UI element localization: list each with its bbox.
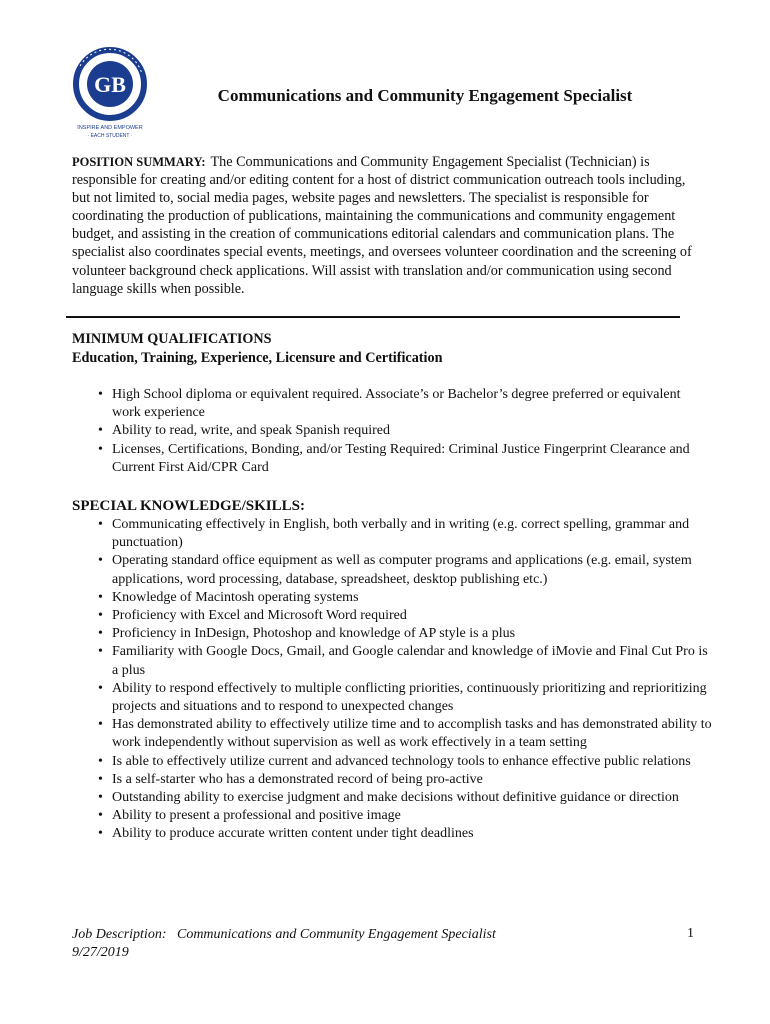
list-item: • Familiarity with Google Docs, Gmail, and Google calendar and knowledge of iMovie and Final Cut Pro is a plus [112,643,712,679]
document-title: Communications and Community Engagement Specialist [217,86,633,105]
list-item: • Communicating effectively in English, both verbally and in writing (e.g. correct spelling, grammar and punctuation) [112,516,712,552]
list-item: • Ability to present a professional and positive image [112,807,712,825]
list-item: • Licenses, Certifications, Bonding, and/or Testing Required: Criminal Justice Fingerprint Clearance and Current First Aid/CPR Card [112,441,712,477]
list-item: • Ability to respond effectively to multiple conflicting priorities, continuously prioritizing and reprioritizing projects and situations and to respond to unexpected changes [112,680,712,716]
list-item: • Proficiency with Excel and Microsoft Word required [112,607,712,625]
footer-title: Communications and Community Engagement Specialist [176,927,496,942]
footer-date: 9/27/2019 [72,945,129,960]
logo-initials: GB [94,72,126,97]
page-number: 1 [687,926,694,941]
footer-job-description [72,926,496,962]
summary-label: POSITION SUMMARY: [72,155,206,169]
list-item: • High School diploma or equivalent required. Associate’s or Bachelor’s degree preferred or equivalent work experience [112,386,712,422]
logo-subtagline: · EACH STUDENT · [87,133,133,139]
list-item: • Is a self-starter who has a demonstrated record of being pro-active [112,771,712,789]
list-item: • Is able to effectively utilize current and advanced technology tools to enhance effective public relations [112,753,712,771]
position-summary [72,153,697,298]
list-item: • Knowledge of Macintosh operating systems [112,589,712,607]
footer-label: Job Description: [72,927,167,942]
list-item: • Proficiency in InDesign, Photoshop and knowledge of AP style is a plus [112,625,712,643]
logo-tagline: INSPIRE AND EMPOWER [77,125,143,131]
min-quals-heading: MINIMUM QUALIFICATIONS [72,331,272,347]
skills-heading: SPECIAL KNOWLEDGE/SKILLS: [72,498,305,514]
list-item: • Ability to produce accurate written content under tight deadlines [112,825,712,843]
list-item: • Has demonstrated ability to effectively utilize time and to accomplish tasks and has demonstrated ability to work independently without supervision as well as work effectively in a team setting [112,716,712,752]
section-divider [66,316,680,318]
min-quals-list [98,386,712,477]
district-logo [70,44,150,149]
summary-text: The Communications and Community Engagement Specialist (Technician) is responsible for creating and/or editing content for a host of district communication outreach tools including, but not limited to, social media pages, website pages and newsletters. The specialist is responsible for coordinating the production of publications, maintaining the communications and community engagement budget, and assisting in the creation of communications editorial calendars and communication plans. The specialist also coordinates special events, meetings, and oversees volunteer coordination and the screening of volunteer background check applications. Will assist with translation and/or communication using second language skills when possible. [72,154,692,297]
list-item: • Ability to read, write, and speak Spanish required [112,422,712,440]
skills-list [98,516,712,844]
list-item: • Operating standard office equipment as well as computer programs and applications (e.g. email, system applications, word processing, database, spreadsheet, desktop publishing etc.) [112,552,712,588]
list-item: • Outstanding ability to exercise judgment and make decisions without definitive guidance or direction [112,789,712,807]
min-quals-subheading: Education, Training, Experience, Licensure and Certification [72,350,443,366]
logo-emblem-icon [70,44,150,149]
